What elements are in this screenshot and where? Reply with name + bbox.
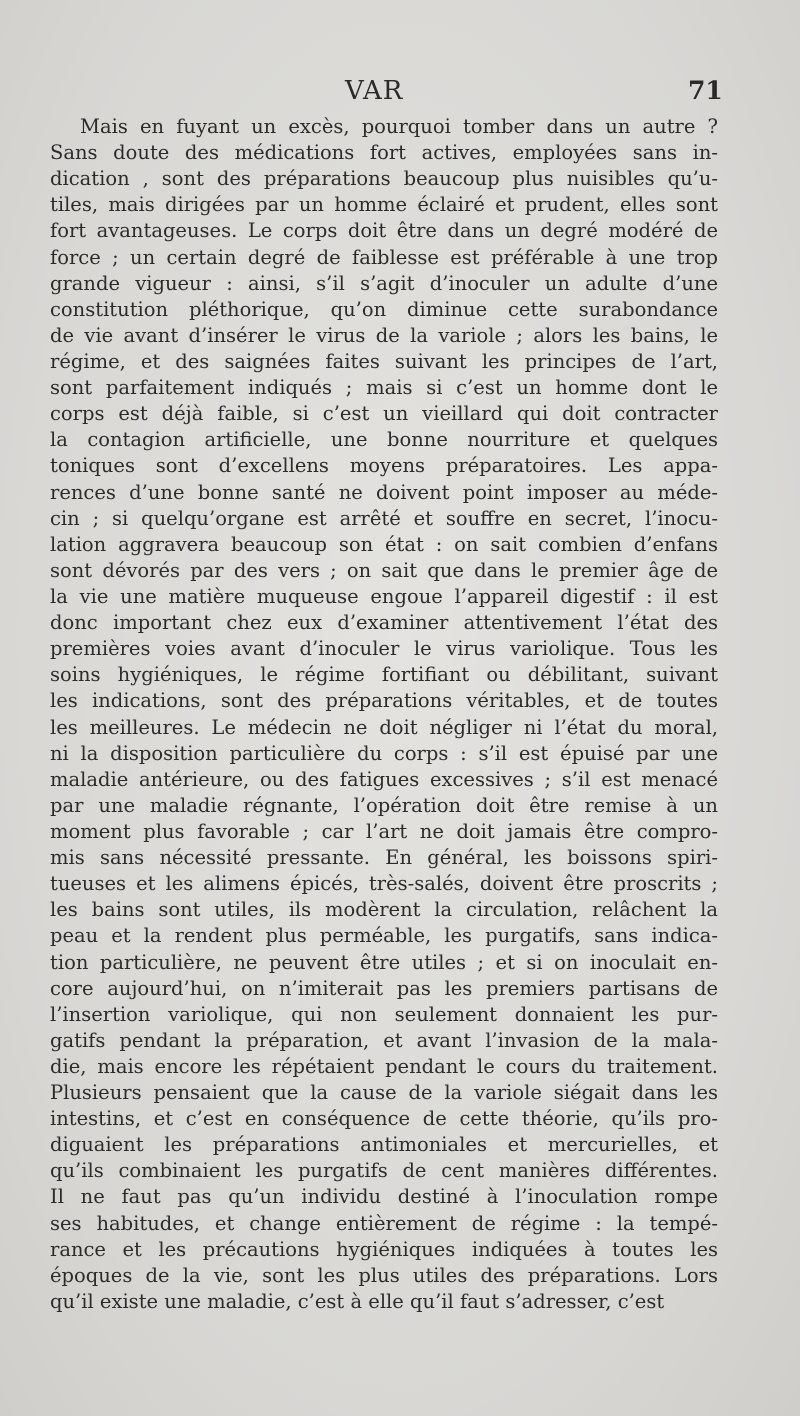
text-line: fort avantageuses. Le corps doit être dans un degré modéré de bbox=[50, 219, 718, 243]
text-line: la vie une matière muqueuse engoue l’appareil digestif : il est bbox=[50, 584, 718, 608]
body-text bbox=[50, 114, 718, 1315]
text-line: intestins, et c’est en conséquence de cette théorie, qu’ils pro- bbox=[50, 1107, 718, 1131]
text-line: force ; un certain degré de faiblesse est préférable à une trop bbox=[50, 245, 718, 269]
text-line: die, mais encore les répétaient pendant le cours du traitement. bbox=[50, 1054, 718, 1078]
text-line: les meilleures. Le médecin ne doit négliger ni l’état du moral, bbox=[50, 715, 718, 739]
text-line: Mais en fuyant un excès, pourquoi tomber dans un autre ? bbox=[80, 115, 718, 138]
text-line: Plusieurs pensaient que la cause de la variole siégait dans les bbox=[50, 1081, 718, 1105]
text-line: qu’il existe une maladie, c’est à elle qu’il faut s’adresser, c’est bbox=[50, 1289, 665, 1313]
text-line: rance et les précautions hygiéniques indiquées à toutes les bbox=[50, 1237, 718, 1261]
text-line: les bains sont utiles, ils modèrent la circulation, relâchent la bbox=[50, 898, 718, 922]
text-line: rences d’une bonne santé ne doivent point imposer au méde- bbox=[50, 480, 718, 504]
text-line: tiles, mais dirigées par un homme éclairé et prudent, elles sont bbox=[50, 193, 718, 217]
text-line: moment plus favorable ; car l’art ne doit jamais être compro- bbox=[50, 819, 718, 843]
text-line: maladie antérieure, ou des fatigues excessives ; s’il est menacé bbox=[50, 767, 718, 791]
text-line: cin ; si quelqu’organe est arrêté et souffre en secret, l’inocu- bbox=[50, 506, 718, 530]
running-title: VAR bbox=[345, 76, 404, 106]
text-line: lation aggravera beaucoup son état : on sait combien d’enfans bbox=[50, 532, 718, 556]
text-line: soins hygiéniques, le régime fortifiant ou débilitant, suivant bbox=[50, 663, 718, 687]
text-line: sont dévorés par des vers ; on sait que dans le premier âge de bbox=[50, 558, 718, 582]
text-line: par une maladie régnante, l’opération doit être remise à un bbox=[50, 793, 718, 817]
text-line: donc important chez eux d’examiner attentivement l’état des bbox=[50, 611, 718, 635]
text-line: qu’ils combinaient les purgatifs de cent manières différentes. bbox=[50, 1159, 718, 1183]
text-line: Sans doute des médications fort actives, employées sans in- bbox=[50, 141, 718, 165]
text-line: tion particulière, ne peuvent être utiles ; et si on inoculait en- bbox=[50, 950, 718, 974]
text-line: premières voies avant d’inoculer le virus variolique. Tous les bbox=[50, 637, 718, 661]
text-line: les indications, sont des préparations véritables, et de toutes bbox=[50, 689, 718, 713]
text-line: gatifs pendant la préparation, et avant l’invasion de la mala- bbox=[50, 1028, 718, 1052]
text-line: constitution pléthorique, qu’on diminue cette surabondance bbox=[50, 297, 718, 321]
text-line: époques de la vie, sont les plus utiles des préparations. Lors bbox=[50, 1263, 718, 1287]
text-line: l’insertion variolique, qui non seulement donnaient les pur- bbox=[50, 1002, 718, 1026]
text-line: mis sans nécessité pressante. En général, les boissons spiri- bbox=[50, 846, 718, 870]
page-number: 71 bbox=[688, 76, 723, 105]
text-line: sont parfaitement indiqués ; mais si c’est un homme dont le bbox=[50, 376, 718, 400]
text-line: de vie avant d’insérer le virus de la variole ; alors les bains, le bbox=[50, 323, 718, 347]
text-line: régime, et des saignées faites suivant les principes de l’art, bbox=[50, 349, 718, 373]
text-line: core aujourd’hui, on n’imiterait pas les premiers partisans de bbox=[50, 976, 718, 1000]
text-line: ni la disposition particulière du corps : s’il est épuisé par une bbox=[50, 741, 718, 765]
text-line: dication , sont des préparations beaucoup plus nuisibles qu’u- bbox=[50, 167, 718, 191]
text-line: Il ne faut pas qu’un individu destiné à l’inoculation rompe bbox=[50, 1185, 718, 1209]
text-line: grande vigueur : ainsi, s’il s’agit d’inoculer un adulte d’une bbox=[50, 271, 718, 295]
text-line: la contagion artificielle, une bonne nourriture et quelques bbox=[50, 428, 718, 452]
page-header bbox=[0, 76, 800, 112]
text-line: corps est déjà faible, si c’est un vieillard qui doit contracter bbox=[50, 402, 718, 426]
text-line: tueuses et les alimens épicés, très-salés, doivent être proscrits ; bbox=[50, 872, 718, 896]
text-line: toniques sont d’excellens moyens préparatoires. Les appa- bbox=[50, 454, 718, 478]
text-line: ses habitudes, et change entièrement de régime : la tempé- bbox=[50, 1211, 718, 1235]
text-line: peau et la rendent plus perméable, les purgatifs, sans indica- bbox=[50, 924, 718, 948]
text-line: diguaient les préparations antimoniales et mercurielles, et bbox=[50, 1133, 718, 1157]
